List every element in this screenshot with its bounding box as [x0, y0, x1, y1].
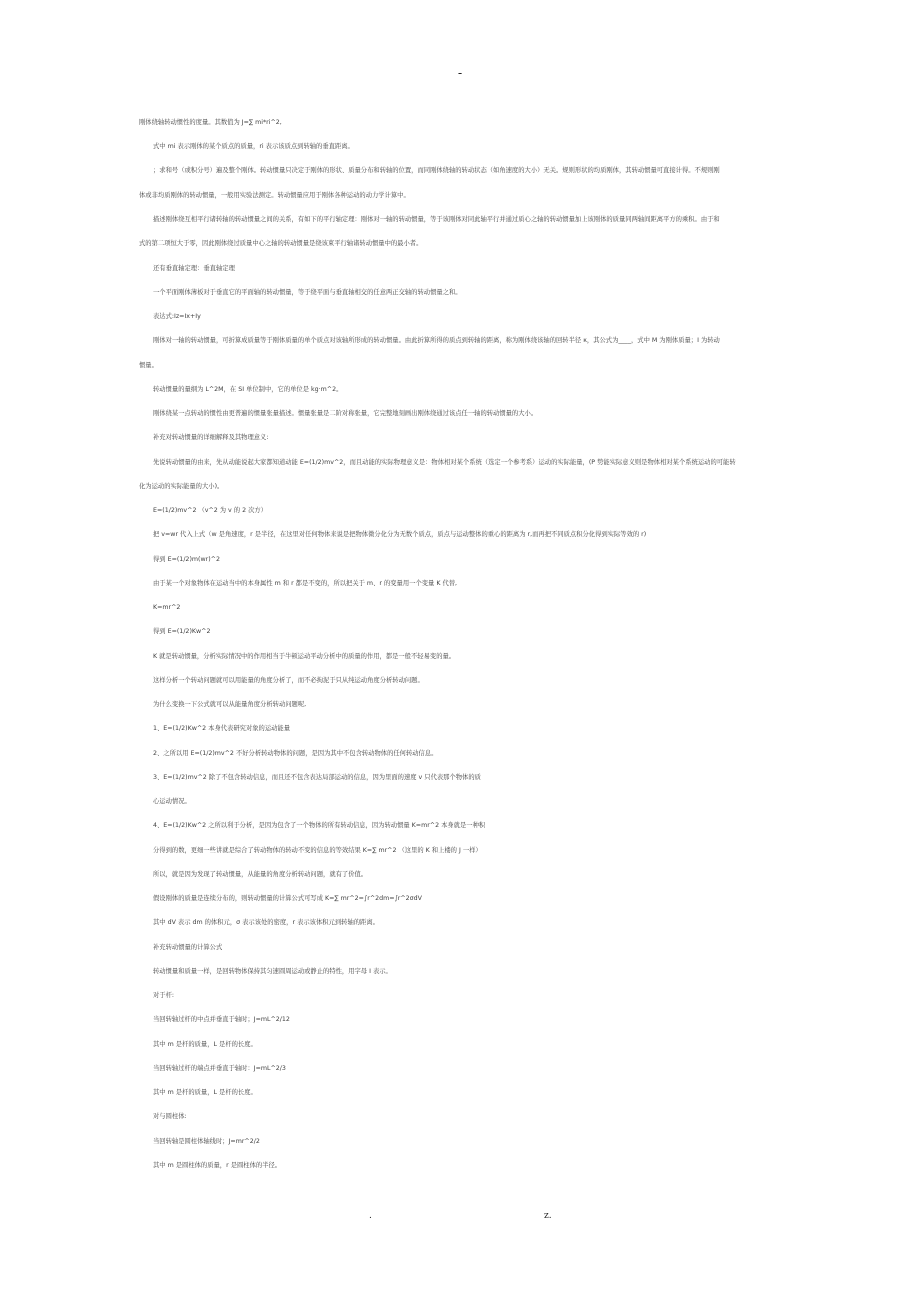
text-line: 补充对转动惯量的详细解释及其物理意义: — [153, 434, 269, 441]
text-line: 当回转轴是圆柱体轴线时；J=mr^2/2 — [153, 1138, 260, 1145]
text-line: 得到 E=(1/2)Kw^2 — [153, 628, 211, 635]
text-line: 刚体绕轴转动惯性的度量。其数值为 J=∑ mi*ri^2, — [139, 119, 282, 126]
text-line: 式的第二项恒大于零，因此刚体绕过质量中心之轴的转动惯量是绕该束平行轴诸转动惯量中的最小者。 — [139, 240, 423, 247]
text-line: 当回转轴过杆的端点并垂直于轴时：J=mL^2/3 — [153, 1065, 286, 1072]
text-line: 转动惯量和质量一样，是回转物体保持其匀速圆周运动或静止的特性，用字母 I 表示。 — [153, 968, 392, 975]
text-line: 还有垂直轴定理：垂直轴定理 — [153, 265, 235, 272]
text-line: 描述刚体绕互相平行诸转轴的转动惯量之间的关系，有如下的平行轴定理：刚体对一轴的转动惯量，等于该刚体对同此轴平行并通过质心之轴的转动惯量加上该刚体的质量同两轴间距离平方的乘积。由于和 — [153, 216, 720, 223]
text-line: 其中 dV 表示 dm 的体积元，σ 表示该处的密度，r 表示该体积元到转轴的距离。 — [153, 919, 379, 926]
text-line: 惯量。 — [139, 362, 158, 369]
text-line: 其中 m 是杆的质量，L 是杆的长度。 — [153, 1041, 257, 1048]
text-line: 其中 m 是杆的质量，L 是杆的长度。 — [153, 1089, 257, 1096]
text-line: 转动惯量的量纲为 L^2M，在 SI 单位制中，它的单位是 kg·m^2。 — [153, 386, 343, 393]
text-line: K=mr^2 — [153, 604, 181, 611]
text-line: 1、E=(1/2)Kw^2 本身代表研究对象的运动能量 — [153, 725, 291, 732]
text-line: 心运动情况。 — [153, 798, 191, 805]
text-line: 补充转动惯量的计算公式 — [153, 944, 223, 951]
text-line: 刚体对一轴的转动惯量，可折算成质量等于刚体质量的单个质点对该轴所形成的转动惯量。由此折算所得的质点到转轴的距离，称为刚体绕该轴的回转半径 κ，其公式为____，式中 M 为刚体质量；I 为转动 — [153, 337, 720, 344]
text-line: 刚体绕某一点转动的惯性由更普遍的惯量张量描述。惯量张量是二阶对称张量，它完整地刻画出刚体绕通过该点任一轴的转动惯量的大小。 — [153, 410, 538, 417]
text-line: 把 v=wr 代入上式（w 是角速度，r 是半径，在这里对任何物体来说是把物体微分化分为无数个质点，质点与运动整体的重心的距离为 r,而再把不同质点积分化得到实际等效的 r) — [153, 531, 647, 538]
text-line: 这样分析一个转动问题就可以用能量的角度分析了，而不必拘泥于只从纯运动角度分析转动问题。 — [153, 677, 424, 684]
text-line: 当回转轴过杆的中点并垂直于轴时；J=mL^2/12 — [153, 1016, 290, 1023]
text-line: 假设刚体的质量是连续分布的，则转动惯量的计算公式可写成 K=∑ mr^2=∫r^2dm=∫r^2σdV — [153, 895, 422, 902]
footer-right-mark: z. — [544, 1211, 552, 1221]
footer-left-mark: . — [369, 1211, 372, 1221]
text-line: 4、E=(1/2)Kw^2 之所以利于分析，是因为包含了一个物体的所有转动信息，因为转动惯量 K=mr^2 本身就是一种积 — [153, 822, 486, 829]
page-header-mark: - — [457, 66, 463, 80]
text-line: 式中 mi 表示刚体的某个质点的质量，ri 表示该质点到转轴的垂直距离。 — [153, 143, 354, 150]
text-line: 先说转动惯量的由来，先从动能说起大家都知道动能 E=(1/2)mv^2，而且动能的实际物理意义是：物体相对某个系统（选定一个参考系）运动的实际能量，(P 势能实际意义则是物体相对某个系统运动的可能转 — [153, 459, 736, 466]
text-line: 3、E=(1/2)mv^2 除了不包含转动信息，而且还不包含表达局部运动的信息，因为里面的速度 v 只代表那个物体的质 — [153, 774, 481, 781]
text-line: 为什么变换一下公式就可以从能量角度分析转动问题呢, — [153, 701, 307, 708]
text-line: 2、之所以用 E=(1/2)mv^2 不好分析转动物体的问题，是因为其中不包含转动物体的任何转动信息。 — [153, 750, 438, 757]
text-line: 得到 E=(1/2)m(wr)^2 — [153, 556, 220, 563]
text-line: 对于杆: — [153, 992, 175, 999]
text-line: 体或非均质刚体的转动惯量，一般用实验法测定。转动惯量应用于刚体各种运动的动力学计算中。 — [139, 192, 410, 199]
text-line: 一个平面刚体薄板对于垂直它的平面轴的转动惯量，等于绕平面与垂直轴相交的任意两正交轴的转动惯量之和。 — [153, 289, 462, 296]
text-line: 化为运动的实际能量的大小)。 — [139, 483, 224, 490]
text-line: 分得到的数，更细一些讲就是综合了转动物体的转动不变的信息的等效结果 K=∑ mr^2 （这里的 K 和上楼的 J 一样） — [153, 847, 482, 854]
text-line: K 就是转动惯量，分析实际情况中的作用相当于牛顿运动平动分析中的质量的作用，都是一般不轻易变的量。 — [153, 653, 456, 660]
text-line: 对与圆柱体: — [153, 1113, 187, 1120]
text-line: 所以，就是因为发现了转动惯量，从能量的角度分析转动问题，就有了价值。 — [153, 871, 368, 878]
text-line: 表达式:Iz=Ix+Iy — [153, 313, 201, 320]
text-line: E=(1/2)mv^2 （v^2 为 v 的 2 次方） — [153, 507, 267, 514]
text-line: 由于某一个对象物体在运动当中的本身属性 m 和 r 都是不变的，所以把关于 m、r 的变量用一个变量 K 代替, — [153, 580, 458, 587]
text-line: 其中 m 是圆柱体的质量，r 是圆柱体的半径。 — [153, 1162, 282, 1169]
text-line: ；求和号（或积分号）遍及整个刚体。转动惯量只决定于刚体的形状、质量分布和转轴的位置，而同刚体绕轴的转动状态（如角速度的大小）无关。规则形状的均质刚体，其转动惯量可直接计得。不规则刚 — [153, 167, 720, 174]
